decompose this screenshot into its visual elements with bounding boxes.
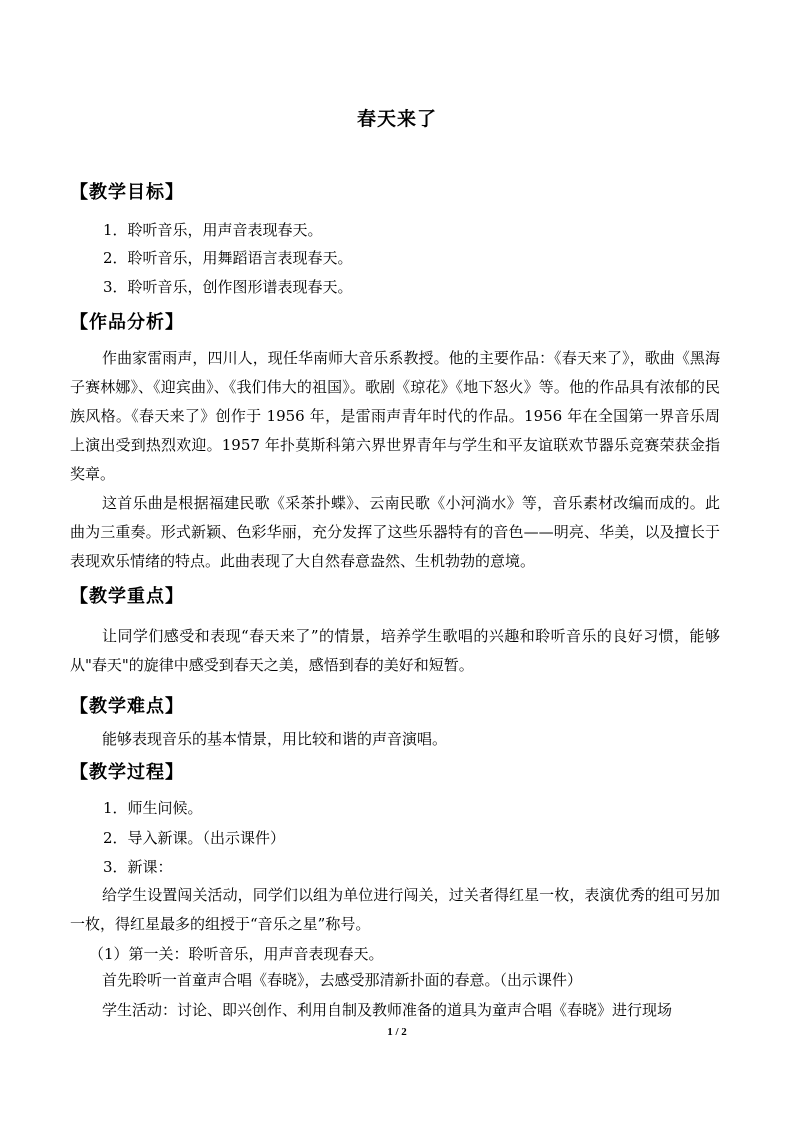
page-number: 1 / 2 — [387, 1026, 407, 1038]
goal-item-1: 1．聆听音乐，用声音表现春天。 — [103, 221, 323, 239]
process-paragraph-1: 给学生设置闯关活动，同学们以组为单位进行闯关，过关者得红星一枚，表演优秀的组可另加一枚，得红星最多的组授于“音乐之星”称号。 — [70, 886, 720, 933]
key-points-paragraph: 让同学们感受和表现“春天来了”的情景，培养学生歌唱的兴趣和聆听音乐的良好习惯，能够从"春天"的旋律中感受到春天之美，感悟到春的美好和短暂。 — [70, 627, 720, 674]
goal-item-3: 3．聆听音乐，创作图形谱表现春天。 — [103, 278, 353, 296]
analysis-paragraph-2: 这首乐曲是根据福建民歌《采茶扑蝶》、云南民歌《小河淌水》等，音乐素材改编而成的。此曲为三重奏。形式新颖、色彩华丽，充分发挥了这些乐器特有的音色——明亮、华美，以及擅长于表现欢乐情绪的特点。此曲表现了大自然春意盎然、生机勃勃的意境。 — [70, 494, 720, 570]
difficulties-paragraph: 能够表现音乐的基本情景，用比较和谐的声音演唱。 — [102, 730, 448, 748]
page-title: 春天来了 — [356, 108, 437, 130]
heading-difficulties: 【教学难点】 — [70, 696, 184, 717]
heading-work-analysis: 【作品分析】 — [70, 312, 184, 333]
process-paragraph-2: 首先聆听一首童声合唱《春晓》，去感受那清新扑面的春意。（出示课件） — [102, 971, 583, 989]
heading-key-points: 【教学重点】 — [70, 586, 184, 607]
heading-teaching-goals: 【教学目标】 — [70, 182, 184, 203]
process-stage-1: （1）第一关：聆听音乐，用声音表现春天。 — [89, 945, 384, 963]
process-item-3: 3．新课： — [103, 858, 173, 876]
process-item-1: 1．师生问候。 — [103, 799, 203, 817]
goal-item-2: 2．聆听音乐，用舞蹈语言表现春天。 — [103, 249, 353, 267]
process-paragraph-3: 学生活动：讨论、即兴创作、利用自制及教师准备的道具为童声合唱《春晓》进行现场 — [102, 1001, 673, 1019]
analysis-paragraph-1: 作曲家雷雨声，四川人，现任华南师大音乐系教授。他的主要作品：《春天来了》，歌曲《黑海子赛林娜》、《迎宾曲》、《我们伟大的祖国》。歌剧《琼花》《地下怒火》等。他的作品具有浓郁的民族风格。《春天来了》创作于 1956 年，是雷雨声青年时代的作品。1956 年在全国第一界音乐周上演出受到热烈欢迎。1957 年扑莫斯科第六界世界青年与学生和平友谊联欢节器乐竞赛荣获金指奖章。 — [70, 349, 720, 483]
process-item-2: 2．导入新课。（出示课件） — [103, 829, 286, 847]
heading-teaching-process: 【教学过程】 — [70, 762, 184, 783]
